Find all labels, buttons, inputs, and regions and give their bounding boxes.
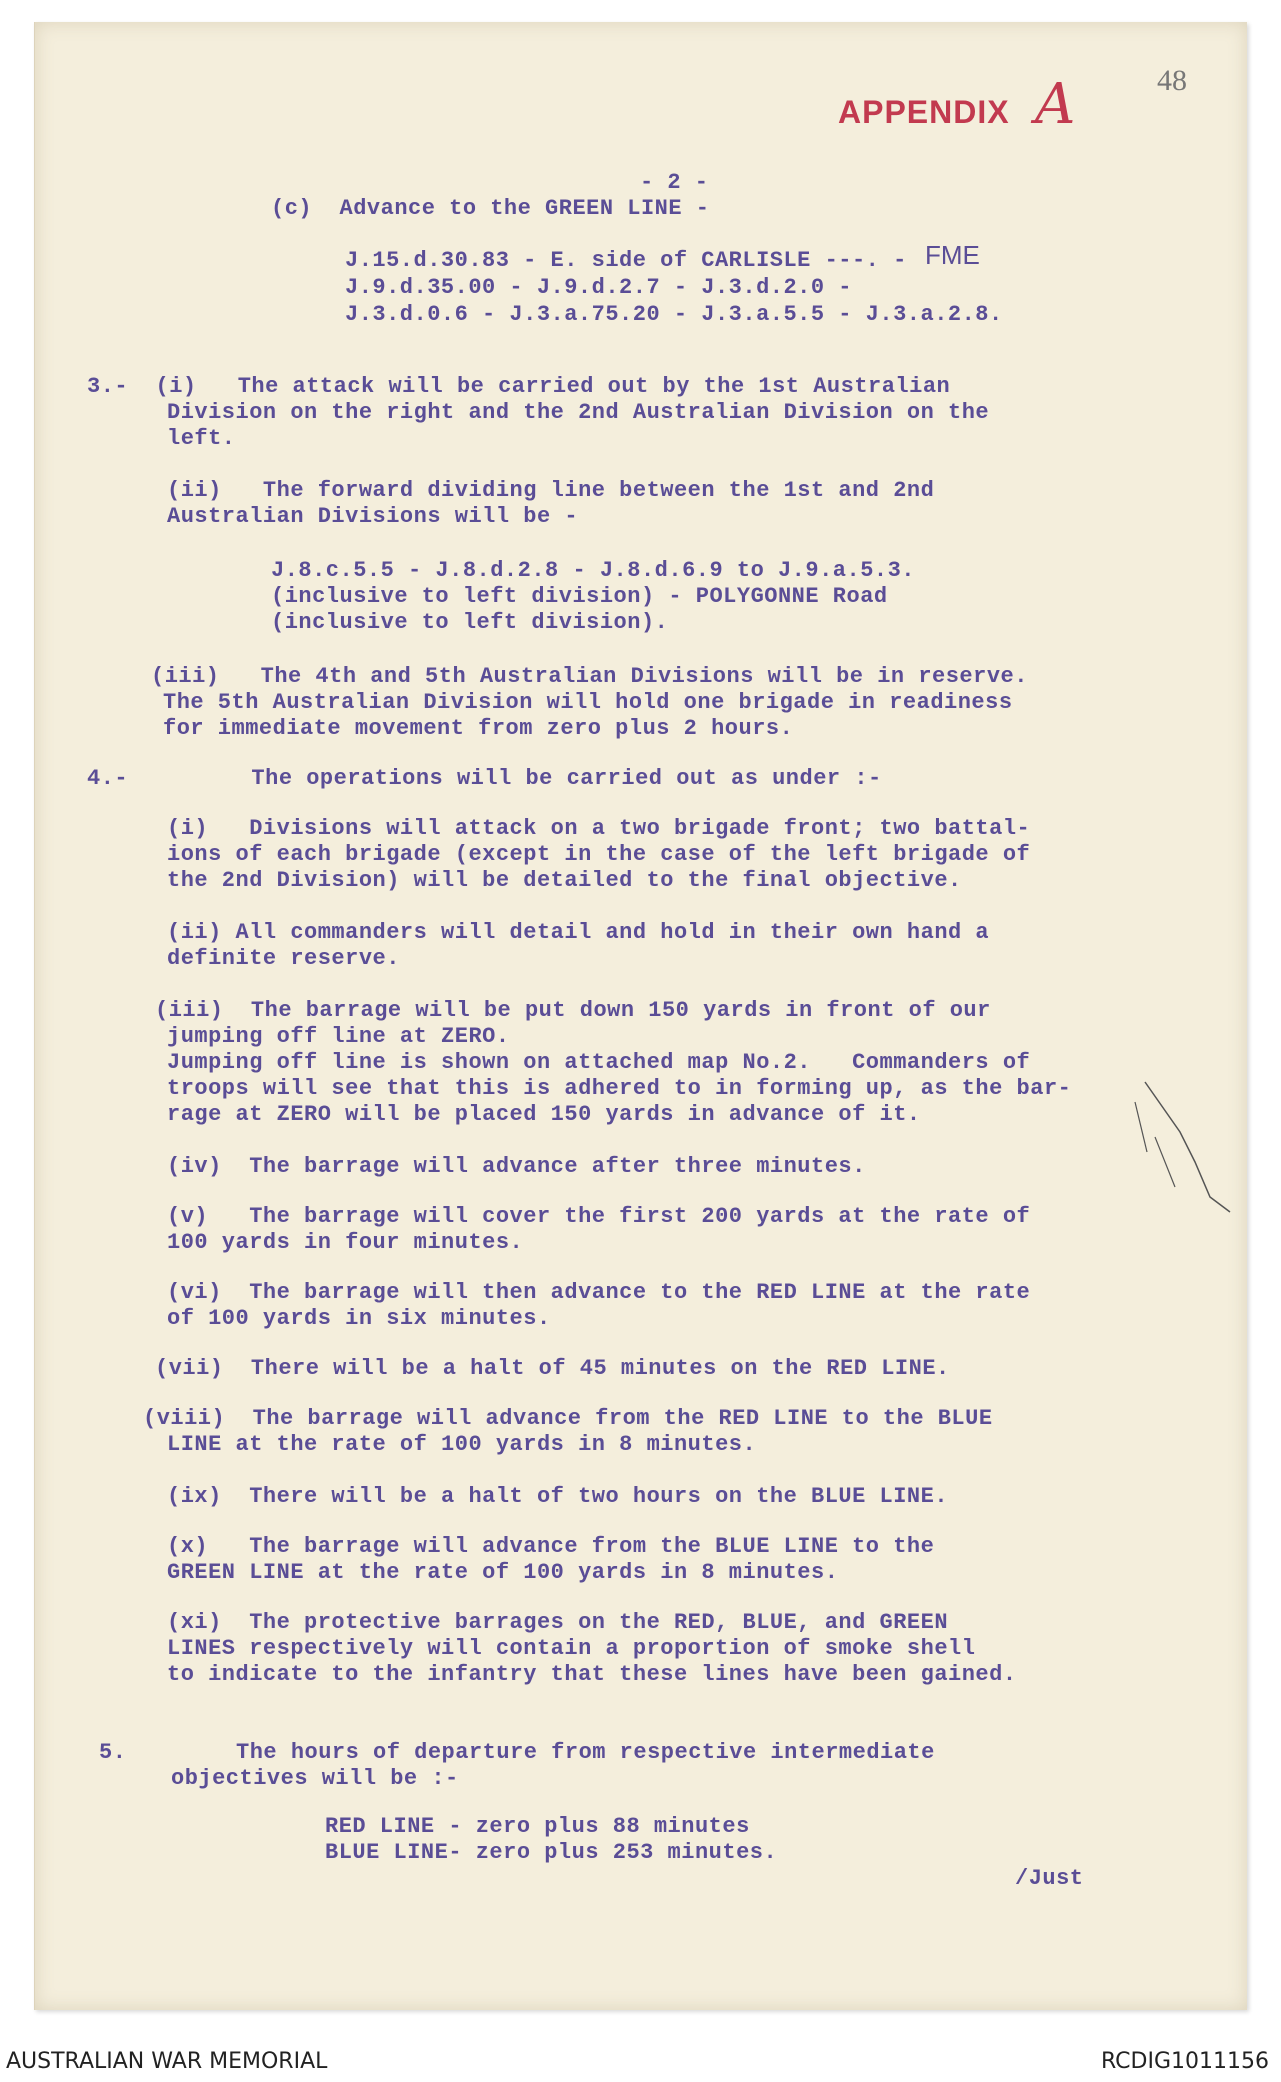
text-line: BLUE LINE- zero plus 253 minutes. <box>325 1840 778 1865</box>
text-line: left. <box>167 426 236 451</box>
text-line: (ii) The forward dividing line between the 1st and 2nd <box>167 478 935 503</box>
text-line: 4.- The operations will be carried out as under :- <box>87 766 882 791</box>
text-line: Jumping off line is shown on attached map No.2. Commanders of <box>167 1050 1031 1075</box>
text-line: (vi) The barrage will then advance to the RED LINE at the rate <box>167 1280 1031 1305</box>
text-line: (i) Divisions will attack on a two brigade front; two battal- <box>167 816 1031 841</box>
text-line: LINES respectively will contain a proportion of smoke shell <box>167 1636 976 1661</box>
text-line: 3.- (i) The attack will be carried out by the 1st Australian <box>87 374 951 399</box>
text-line: (iii) The barrage will be put down 150 yards in front of our <box>155 998 991 1023</box>
text-line: objectives will be :- <box>171 1766 459 1791</box>
text-line: 100 yards in four minutes. <box>167 1230 524 1255</box>
text-line: (iv) The barrage will advance after three minutes. <box>167 1154 866 1179</box>
text-line: (iii) The 4th and 5th Australian Divisions will be in reserve. <box>151 664 1028 689</box>
text-line: J.15.d.30.83 - E. side of CARLISLE ---. - <box>345 248 907 273</box>
document-page <box>34 22 1247 2010</box>
text-line: the 2nd Division) will be detailed to the final objective. <box>167 868 962 893</box>
text-line: (viii) The barrage will advance from the RED LINE to the BLUE <box>143 1406 993 1431</box>
text-line: jumping off line at ZERO. <box>167 1024 510 1049</box>
text-line: (ii) All commanders will detail and hold in their own hand a <box>167 920 990 945</box>
text-line: (vii) There will be a halt of 45 minutes on the RED LINE. <box>155 1356 950 1381</box>
text-line: (v) The barrage will cover the first 200 yards at the rate of <box>167 1204 1031 1229</box>
typed-page-number: - 2 - <box>640 170 709 195</box>
text-line: (ix) There will be a halt of two hours on the BLUE LINE. <box>167 1484 949 1509</box>
text-line: (inclusive to left division) - POLYGONNE Road <box>271 584 888 609</box>
text-line: Division on the right and the 2nd Australian Division on the <box>167 400 990 425</box>
folio-number: 48 <box>1157 64 1187 97</box>
text-line: GREEN LINE at the rate of 100 yards in 8 minutes. <box>167 1560 839 1585</box>
text-line: (x) The barrage will advance from the BLUE LINE to the <box>167 1534 935 1559</box>
section-c-heading: (c) Advance to the GREEN LINE - <box>271 196 710 221</box>
text-line: rage at ZERO will be placed 150 yards in advance of it. <box>167 1102 921 1127</box>
footer-credit: AUSTRALIAN WAR MEMORIAL <box>6 2049 328 2074</box>
text-line: 5. The hours of departure from respective intermediate <box>99 1740 935 1765</box>
footer-id: RCDIG1011156 <box>1100 2049 1269 2074</box>
catchword: /Just <box>1015 1866 1084 1891</box>
handwritten-initials: FME <box>925 240 980 270</box>
text-line: J.9.d.35.00 - J.9.d.2.7 - J.3.d.2.0 - <box>345 275 852 300</box>
text-line: for immediate movement from zero plus 2 hours. <box>163 716 794 741</box>
text-line: Australian Divisions will be - <box>167 504 579 529</box>
text-line: troops will see that this is adhered to in forming up, as the bar- <box>167 1076 1072 1101</box>
text-line: ions of each brigade (except in the case of the left brigade of <box>167 842 1031 867</box>
text-line: J.8.c.5.5 - J.8.d.2.8 - J.8.d.6.9 to J.9.a.5.3. <box>271 558 916 583</box>
text-line: (xi) The protective barrages on the RED, BLUE, and GREEN <box>167 1610 949 1635</box>
appendix-letter: A <box>1035 72 1076 137</box>
text-line: definite reserve. <box>167 946 400 971</box>
text-line: RED LINE - zero plus 88 minutes <box>325 1814 750 1839</box>
text-line: J.3.d.0.6 - J.3.a.75.20 - J.3.a.5.5 - J.3.a.2.8. <box>345 302 1003 327</box>
text-line: LINE at the rate of 100 yards in 8 minutes. <box>167 1432 757 1457</box>
text-line: of 100 yards in six minutes. <box>167 1306 551 1331</box>
text-line: (inclusive to left division). <box>271 610 669 635</box>
appendix-stamp: APPENDIX <box>838 94 1010 130</box>
text-line: The 5th Australian Division will hold one brigade in readiness <box>163 690 1013 715</box>
text-line: to indicate to the infantry that these lines have been gained. <box>167 1662 1017 1687</box>
